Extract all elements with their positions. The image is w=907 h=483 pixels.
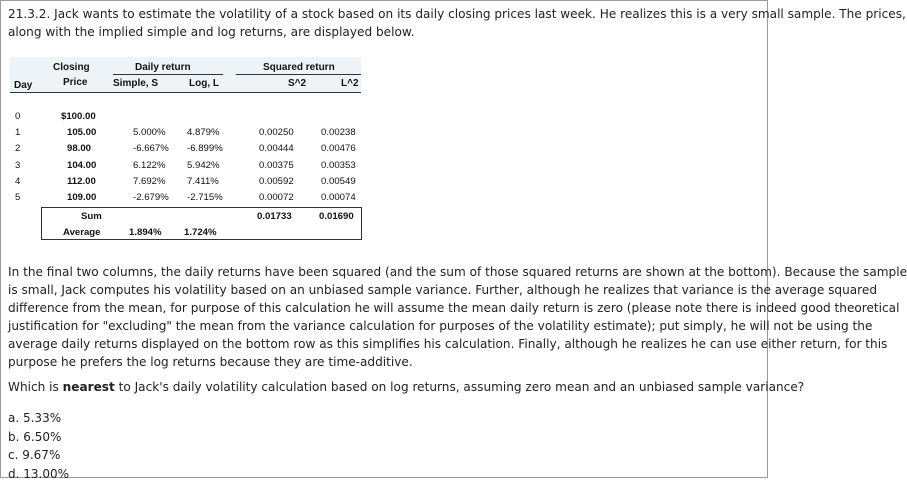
cell-day: 0 bbox=[15, 111, 20, 122]
header-closing: Closing bbox=[53, 62, 90, 73]
explanation-paragraph bbox=[8, 263, 907, 371]
sum-label: Sum bbox=[81, 211, 102, 222]
cell-price: 98.00 bbox=[67, 143, 91, 154]
cell-price: 112.00 bbox=[67, 176, 96, 187]
cell-price: 104.00 bbox=[67, 160, 96, 171]
explanation-line: is small, Jack computes his volatility based on an unbiased sample variance. Further, although he realizes that variance is the average squared bbox=[8, 281, 907, 299]
squared-return-underline bbox=[236, 74, 361, 75]
cell-s2: 0.00250 bbox=[259, 127, 294, 138]
cell-log: 7.411% bbox=[187, 176, 219, 187]
explanation-line: purpose he prefers the log returns because they are time-additive. bbox=[8, 353, 907, 371]
intro-paragraph bbox=[8, 5, 906, 41]
cell-price: 109.00 bbox=[67, 192, 96, 203]
cell-l2: 0.00549 bbox=[321, 176, 356, 187]
cell-day: 5 bbox=[15, 192, 20, 203]
cell-simple: -6.667% bbox=[133, 143, 169, 154]
cell-log: 4.879% bbox=[187, 127, 220, 138]
question-after: to Jack's daily volatility calculation based on log returns, assuming zero mean and an unbiased sample variance? bbox=[115, 380, 804, 394]
sum-l2: 0.01690 bbox=[319, 211, 354, 222]
explanation-line: average daily returns displayed on the bottom row as this simplifies his calculation. Finally, although he realizes he can use either return, for this bbox=[8, 335, 907, 353]
intro-line: along with the implied simple and log returns, are displayed below. bbox=[8, 23, 906, 41]
cell-day: 4 bbox=[15, 176, 20, 187]
cell-s2: 0.00592 bbox=[259, 176, 294, 187]
cell-day: 1 bbox=[15, 127, 20, 138]
option-c[interactable]: c. 9.67% bbox=[8, 446, 69, 465]
cell-simple: 6.122% bbox=[133, 160, 166, 171]
sum-s2: 0.01733 bbox=[257, 211, 292, 222]
cell-log: -6.899% bbox=[187, 143, 223, 154]
question-emphasis: nearest bbox=[63, 380, 115, 394]
option-a[interactable]: a. 5.33% bbox=[8, 409, 69, 428]
cell-l2: 0.00238 bbox=[321, 127, 356, 138]
average-log: 1.724% bbox=[184, 227, 217, 238]
cell-s2: 0.00444 bbox=[259, 143, 294, 154]
header-day: Day bbox=[14, 80, 32, 91]
cell-day: 3 bbox=[15, 160, 20, 171]
cell-price: 105.00 bbox=[67, 127, 96, 138]
cell-simple: 5.000% bbox=[133, 127, 166, 138]
question-before: Which is bbox=[8, 380, 63, 394]
header-bottom-rule bbox=[10, 92, 361, 93]
cell-day: 2 bbox=[15, 143, 20, 154]
question-text bbox=[8, 378, 804, 396]
explanation-line: justification for "excluding" the mean from the variance calculation for purposes of the volatility estimate); put simply, he will not be using the bbox=[8, 317, 907, 335]
explanation-line: In the final two columns, the daily returns have been squared (and the sum of those squared returns are shown at the bottom). Because the sample bbox=[8, 263, 907, 281]
cell-l2: 0.00353 bbox=[321, 160, 356, 171]
cell-l2: 0.00476 bbox=[321, 143, 356, 154]
cell-price: $100.00 bbox=[61, 111, 96, 122]
cell-log: 5.942% bbox=[187, 160, 220, 171]
header-s2: S^2 bbox=[288, 78, 306, 89]
cell-log: -2.715% bbox=[187, 192, 223, 203]
cell-simple: -2.679% bbox=[133, 192, 169, 203]
explanation-line: difference from the mean, for purpose of this calculation he will assume the mean daily return is zero (please note there is indeed good theoretical bbox=[8, 299, 907, 317]
header-squared-return: Squared return bbox=[263, 62, 335, 73]
option-b[interactable]: b. 6.50% bbox=[8, 428, 69, 447]
cell-l2: 0.00074 bbox=[321, 192, 356, 203]
cell-simple: 7.692% bbox=[133, 176, 166, 187]
average-label: Average bbox=[63, 227, 101, 238]
daily-return-underline bbox=[113, 74, 223, 75]
cell-s2: 0.00072 bbox=[259, 192, 294, 203]
header-daily-return: Daily return bbox=[135, 62, 191, 73]
intro-line: 21.3.2. Jack wants to estimate the volatility of a stock based on its daily closing prices last week. He realizes this is a very small sample. The prices, bbox=[8, 5, 906, 23]
cell-s2: 0.00375 bbox=[259, 160, 294, 171]
header-simple: Simple, S bbox=[113, 78, 158, 89]
average-simple: 1.894% bbox=[129, 227, 162, 238]
option-d[interactable]: d. 13.00% bbox=[8, 465, 69, 483]
answer-options bbox=[8, 409, 69, 483]
header-log: Log, L bbox=[189, 78, 219, 89]
header-l2: L^2 bbox=[341, 78, 359, 89]
header-price: Price bbox=[63, 77, 87, 88]
